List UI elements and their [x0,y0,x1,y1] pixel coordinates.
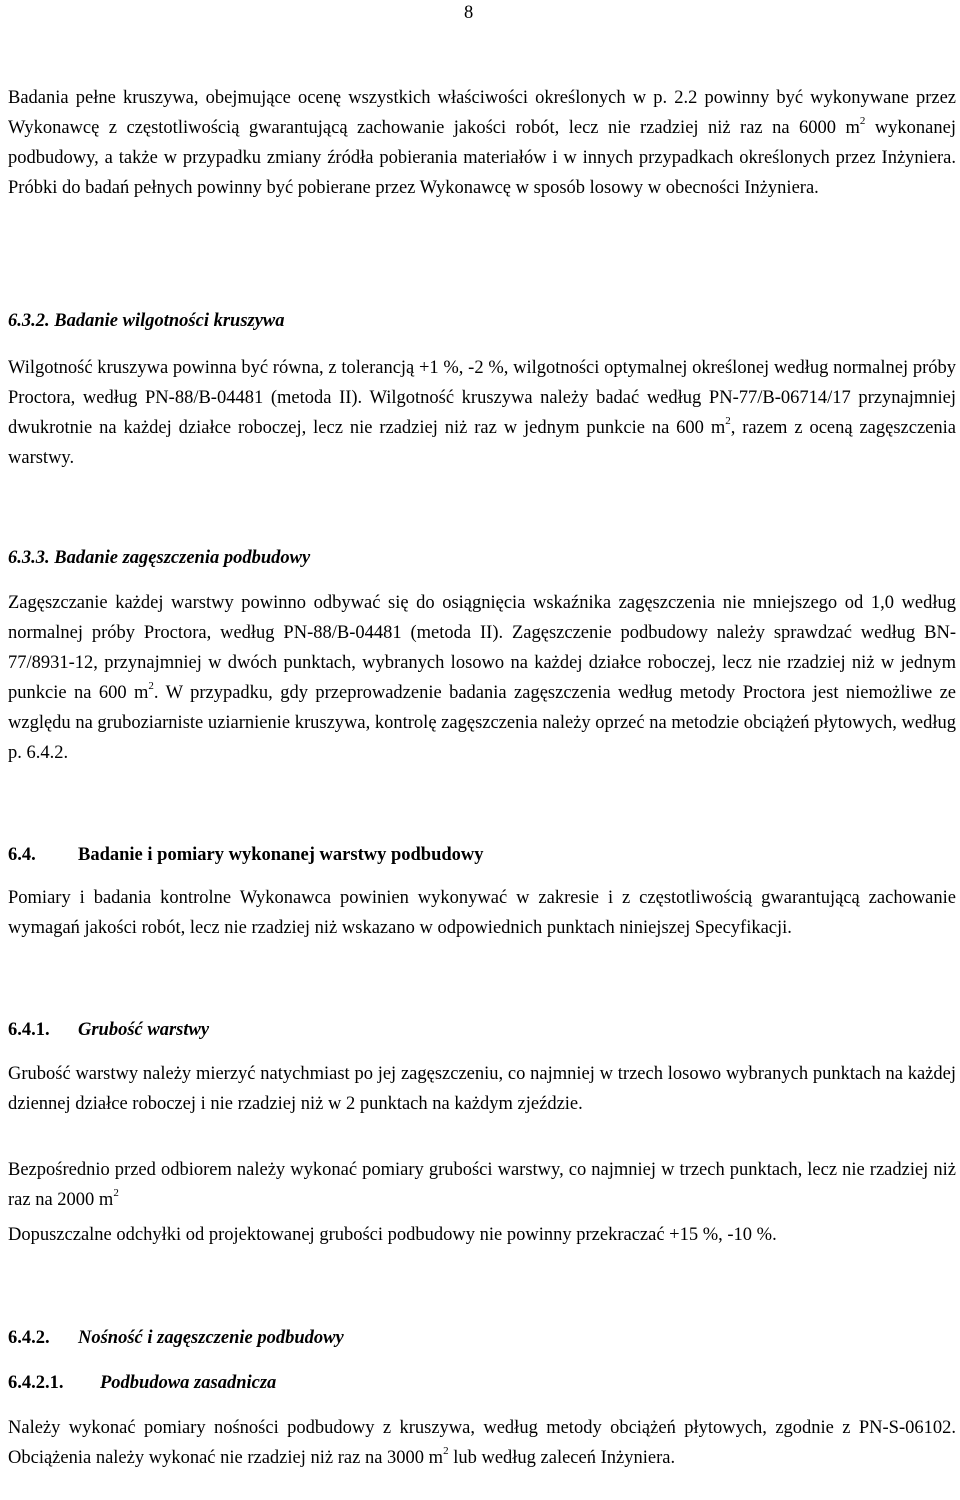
heading-6-4-1 [8,1015,209,1045]
paragraph-bearing-capacity: Należy wykonać pomiary nośności podbudowy z kruszywa, według metody obciążeń płytowych, zgodnie z PN-S-06102. Obciążenia należy wykonać nie rzadziej niż raz na 3000 $m^2$ lub według zaleceń Inżyniera. [8,1418,956,1468]
section-title: Badanie wilgotności kruszywa [54,311,285,331]
section-title: Grubość warstwy [78,1020,210,1040]
paragraph-compaction: Zagęszczanie każdej warstwy powinno odbywać się do osiągnięcia wskaźnika zagęszczenia nie mniejszego od 1,0 według normalnej próby Proctora, według PN-88/B-04481 (metoda II). Zagęszczenie podbudowy należy sprawdzać według BN-77/8931-12, przynajmniej w dwóch punktach, wybranych losowo na każdej działce roboczej, lecz nie rzadziej niż w jednym punkcie na 600 $m^2$. W przypadku, gdy przeprowadzenie badania zagęszczenia według metody Proctora jest niemożliwe ze względu na gruboziarniste uziarnienie kruszywa, kontrolę zagęszczenia należy oprzeć na metodzie obciążeń płytowych, według p. 6.4.2. [8,593,956,763]
section-number: 6.4.2.1. [8,1373,64,1393]
page-number: 8 [464,3,474,23]
section-title: Nośność i zagęszczenie podbudowy [78,1328,344,1348]
section-number: 6.3.2. [8,311,50,331]
heading-6-4 [8,840,484,870]
paragraph-thickness: Grubość warstwy należy mierzyć natychmiast po jej zagęszczeniu, co najmniej w trzech losowo wybranych punktach na każdej dziennej działce roboczej i nie rzadziej niż w 2 punktach na każdym zjeździe. [8,1064,956,1114]
paragraph-measurements: Pomiary i badania kontrolne Wykonawca powinien wykonywać w zakresie i z częstotliwością gwarantującą zachowanie wymagań jakości robót, lecz nie rzadziej niż wskazano w odpowiednich punktach niniejszej Specyfikacji. [8,888,956,938]
heading-6-4-2-1 [8,1368,276,1398]
section-number: 6.4.1. [8,1020,50,1040]
paragraph-moisture: Wilgotność kruszywa powinna być równa, z tolerancją +1 %, -2 %, wilgotności optymalnej określonej według normalnej próby Proctora, według PN-88/B-04481 (metoda II). Wilgotność kruszywa należy badać według PN-77/B-06714/17 przynajmniej dwukrotnie na każdej działce roboczej, lecz nie rzadziej niż raz w jednym punkcie na 600 $m^2$, razem z oceną zagęszczenia warstwy. [8,358,956,468]
paragraph-tolerances: Dopuszczalne odchyłki od projektowanej grubości podbudowy nie powinny przekraczać +15 %, -10 %. [8,1225,777,1245]
section-number: 6.4.2. [8,1328,50,1348]
section-title: Badanie i pomiary wykonanej warstwy podbudowy [78,845,484,865]
section-title: Podbudowa zasadnicza [100,1373,277,1393]
paragraph-full-tests: Badania pełne kruszywa, obejmujące ocenę wszystkich właściwości określonych w p. 2.2 powinny być wykonywane przez Wykonawcę z częstotliwością gwarantującą zachowanie jakości robót, lecz nie rzadziej niż raz na 6000 $m^2$ wykonanej podbudowy, a także w przypadku zmiany źródła pobierania materiałów i w innych przypadkach określonych przez Inżyniera. Próbki do badań pełnych powinny być pobierane przez Wykonawcę w sposób losowy w obecności Inżyniera. [8,88,956,198]
heading-6-3-2 [8,306,285,336]
section-number: 6.3.3. [8,548,50,568]
section-title: Badanie zagęszczenia podbudowy [54,548,311,568]
section-number: 6.4. [8,845,36,865]
paragraph-thickness-measurement: Bezpośrednio przed odbiorem należy wykonać pomiary grubości warstwy, co najmniej w trzech punktach, lecz nie rzadziej niż raz na 2000 $m^2$ [8,1160,956,1210]
heading-6-4-2 [8,1323,344,1353]
heading-6-3-3 [8,543,310,573]
